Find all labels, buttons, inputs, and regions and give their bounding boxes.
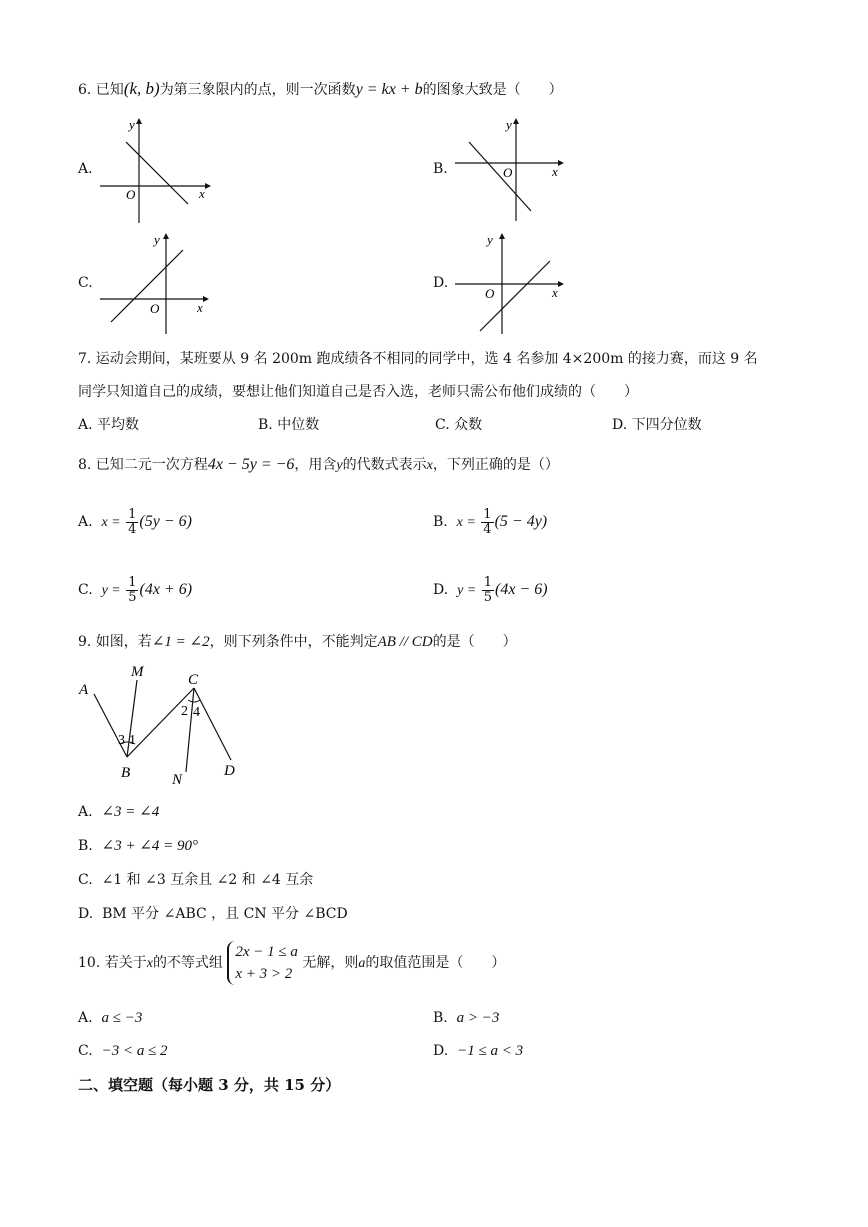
label-m: M <box>131 664 144 680</box>
origin-label: O <box>126 187 136 202</box>
q6-option-c-graph <box>95 230 215 340</box>
y-label: y <box>487 232 493 247</box>
q7-option-b: B. 中位数 <box>258 417 320 433</box>
q8-option-b: B. x = $\frac{1}{4}$ (5 − 4y) <box>433 506 548 537</box>
angle-arc-c <box>188 700 200 702</box>
fraction: $\frac{1}{5}$ <box>128 574 137 605</box>
section-title-fill-in: 二、填空题（每小题 3 分，共 15 分） <box>78 1076 341 1094</box>
y-label: y <box>129 117 135 132</box>
x-axis-arrow <box>203 296 209 302</box>
fraction: $\frac{1}{4}$ <box>128 506 137 537</box>
segment-bc <box>127 688 194 757</box>
label-b: B <box>121 765 131 781</box>
x-label: x <box>199 186 205 201</box>
function-line <box>469 142 531 211</box>
label-a: A <box>79 682 89 698</box>
label-c: C <box>188 672 199 688</box>
origin-label: O <box>503 165 513 180</box>
q9-option-a: A. ∠3 = ∠4 <box>78 804 160 820</box>
angle-label-1: 1 <box>129 733 136 748</box>
q8-option-c: C. y = $\frac{1}{5}$ (4x + 6) <box>78 574 193 605</box>
label-d: D <box>224 763 235 779</box>
x-axis-arrow <box>205 183 211 189</box>
label-n: N <box>172 772 183 788</box>
q10-option-d: D. −1 ≤ a < 3 <box>433 1043 524 1059</box>
q9-option-b: B. ∠3 + ∠4 = 90° <box>78 838 199 854</box>
function-line <box>111 250 183 322</box>
q10-option-c: C. −3 < a ≤ 2 <box>78 1043 168 1059</box>
q6-option-a-graph <box>95 115 215 225</box>
q6-option-b-graph <box>450 115 570 225</box>
q7-stem-line1: 7. 运动会期间，某班要从 9 名 200m 跑成绩各不相同的同学中，选 4 名参加 4×200m 的接力赛，而这 9 名 <box>78 351 758 367</box>
q8-option-d: D. y = $\frac{1}{5}$ (4x − 6) <box>433 574 548 605</box>
origin-label: O <box>485 286 495 301</box>
y-label: y <box>506 117 512 132</box>
q8-stem: 8. 已知二元一次方程4x − 5y = −6，用含y的代数式表示x，下列正确的是（） <box>78 456 559 473</box>
q7-option-a: A. 平均数 <box>78 417 140 433</box>
y-axis-arrow <box>163 233 169 239</box>
q10-option-b: B. a > −3 <box>433 1010 500 1026</box>
q10-option-a: A. a ≤ −3 <box>78 1010 143 1026</box>
inequality-system: 2x − 1 ≤ a x + 3 > 2 <box>227 941 298 985</box>
y-label: y <box>154 232 160 247</box>
x-label: x <box>552 164 558 179</box>
q9-stem: 9. 如图，若∠1 = ∠2，则下列条件中，不能判定AB // CD的是（ ） <box>78 634 517 650</box>
angle-label-3: 3 <box>118 733 125 748</box>
y-axis-arrow <box>499 233 505 239</box>
x-label: x <box>552 285 558 300</box>
x-axis-arrow <box>558 160 564 166</box>
q9-option-c: C. ∠1 和 ∠3 互余且 ∠2 和 ∠4 互余 <box>78 872 314 888</box>
q9-figure <box>76 660 246 790</box>
q7-stem-line2: 同学只知道自己的成绩，要想让他们知道自己是否入选，老师只需公布他们成绩的（ ） <box>78 384 638 400</box>
q6-option-b-label: B. <box>433 161 448 177</box>
q7-option-c: C. 众数 <box>435 417 483 433</box>
q6-option-d-label: D. <box>433 275 449 291</box>
segment-cd <box>194 688 231 760</box>
q6-option-c-label: C. <box>78 275 93 291</box>
fraction: $\frac{1}{4}$ <box>483 506 492 537</box>
q6-option-d-graph <box>450 230 570 340</box>
origin-label: O <box>150 301 160 316</box>
q10-stem: 10. 若关于x的不等式组 2x − 1 ≤ a x + 3 > 2 无解，则a的取值范围是（ ） <box>78 940 505 987</box>
angle-label-2: 2 <box>181 704 188 719</box>
q6-stem: 6. 已知(k, b)为第三象限内的点，则一次函数y = kx + b的图象大致是（ ） <box>78 79 563 98</box>
q8-option-a: A. x = $\frac{1}{4}$ (5y − 6) <box>78 506 192 537</box>
y-axis-arrow <box>136 118 142 124</box>
q6-option-a-label: A. <box>78 161 93 177</box>
x-label: x <box>197 300 203 315</box>
fraction: $\frac{1}{5}$ <box>483 574 492 605</box>
x-axis-arrow <box>558 281 564 287</box>
y-axis-arrow <box>513 118 519 124</box>
q9-option-d: D. BM 平分 ∠ABC ，且 CN 平分 ∠BCD <box>78 906 348 922</box>
q7-option-d: D. 下四分位数 <box>612 417 702 433</box>
angle-label-4: 4 <box>193 705 200 720</box>
